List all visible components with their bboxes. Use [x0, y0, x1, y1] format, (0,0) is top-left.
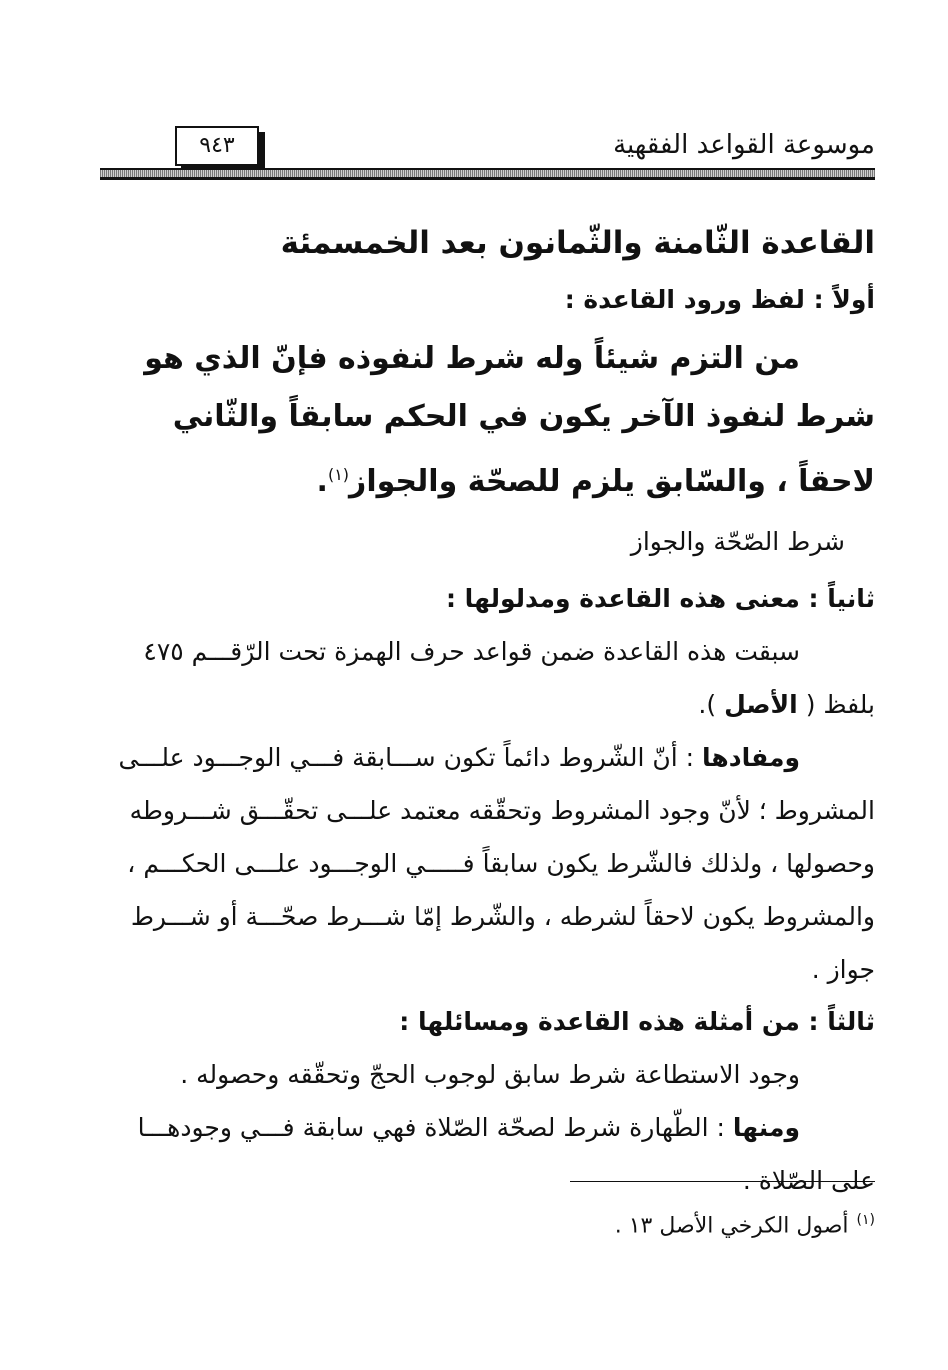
example-2-line-1-text: : الطّهارة شرط لصحّة الصّلاة فهي سابقة فـــي وجودهـــا: [137, 1113, 725, 1142]
section-heading-meaning: [100, 573, 875, 625]
running-header: [100, 120, 875, 180]
section-heading-text: ثانياً : معنى هذه القاعدة ومدلولها :: [445, 584, 875, 613]
example-2-line-1: [100, 1101, 875, 1154]
example-1: وجود الاستطاعة شرط سابق لوجوب الحجّ وتحقّقه وحصوله .: [180, 1060, 800, 1089]
meaning-p1-line-1: سبقت هذه القاعدة ضمن قواعد حرف الهمزة تحت الرّقـــم ٤٧٥: [143, 637, 800, 666]
meaning-p2-line-1: [100, 731, 875, 784]
alternative-phrase: شرط الصّحّة والجواز: [630, 527, 845, 556]
example-2-line-2: على الصّلاة .: [742, 1166, 875, 1195]
footnote-marker: (١): [856, 1212, 875, 1228]
rule-text-line-2: شرط لنفوذ الآخر يكون في الحكم سابقاً والثّاني: [172, 399, 875, 434]
rule-text: [100, 326, 875, 511]
section-heading-text: أولاً : لفظ ورود القاعدة :: [564, 285, 875, 314]
header-rule: [100, 168, 875, 180]
page-body: [100, 212, 875, 1207]
meaning-p2-line-5: جواز .: [811, 955, 875, 984]
meaning-p1-line-2-post: ).: [698, 690, 717, 719]
meaning-p2-line-3: وحصولها ، ولذلك فالشّرط يكون سابقاً فـــــي الوجـــود علـــى الحكـــم ،: [127, 849, 875, 878]
footnote-reference: (١): [327, 465, 350, 484]
meaning-p2-line-2: المشروط ؛ لأنّ وجود المشروط وتحقّقه معتمد علـــى تحقّـــق شـــروطه: [129, 796, 875, 825]
section-heading-examples: [100, 996, 875, 1048]
rule-text-line-3: [100, 446, 875, 511]
section-heading-text: ثالثاً : من أمثلة هذه القاعدة ومسائلها :: [399, 1007, 875, 1036]
book-title: موسوعة القواعد الفقهية: [613, 130, 875, 160]
footnote-separator: [570, 1181, 875, 1182]
footnote: [375, 1200, 875, 1246]
page-number: ٩٤٣: [199, 133, 235, 158]
footnote-text: أصول الكرخي الأصل ١٣ .: [614, 1213, 849, 1239]
page-number-box: [175, 126, 259, 166]
meaning-p1-line-2-pre: بلفظ (: [805, 690, 875, 719]
meaning-p2-line-4: والمشروط يكون لاحقاً لشرطه ، والشّرط إمّا شـــرط صحّـــة أو شـــرط: [130, 902, 875, 931]
meaning-p1-line-2-bold: الأصل: [724, 690, 798, 719]
meaning-p2-label: ومفادها: [702, 743, 800, 772]
rule-title: القاعدة الثّامنة والثّمانون بعد الخمسمئة: [280, 225, 875, 261]
rule-text-line-3-body: لاحقاً ، والسّابق يلزم للصحّة والجواز: [349, 464, 875, 499]
example-2-label: ومنها: [732, 1113, 800, 1142]
meaning-p1-line-2: [100, 678, 875, 731]
meaning-p2-line-1-text: : أنّ الشّروط دائماً تكون ســـابقة فـــي الوجـــود علـــى: [118, 743, 695, 772]
rule-text-line-3-end: .: [316, 464, 328, 499]
section-heading-wording: [100, 274, 875, 326]
rule-text-line-1: من التزم شيئاً وله شرط لنفوذه فإنّ الذي هو: [144, 341, 800, 376]
